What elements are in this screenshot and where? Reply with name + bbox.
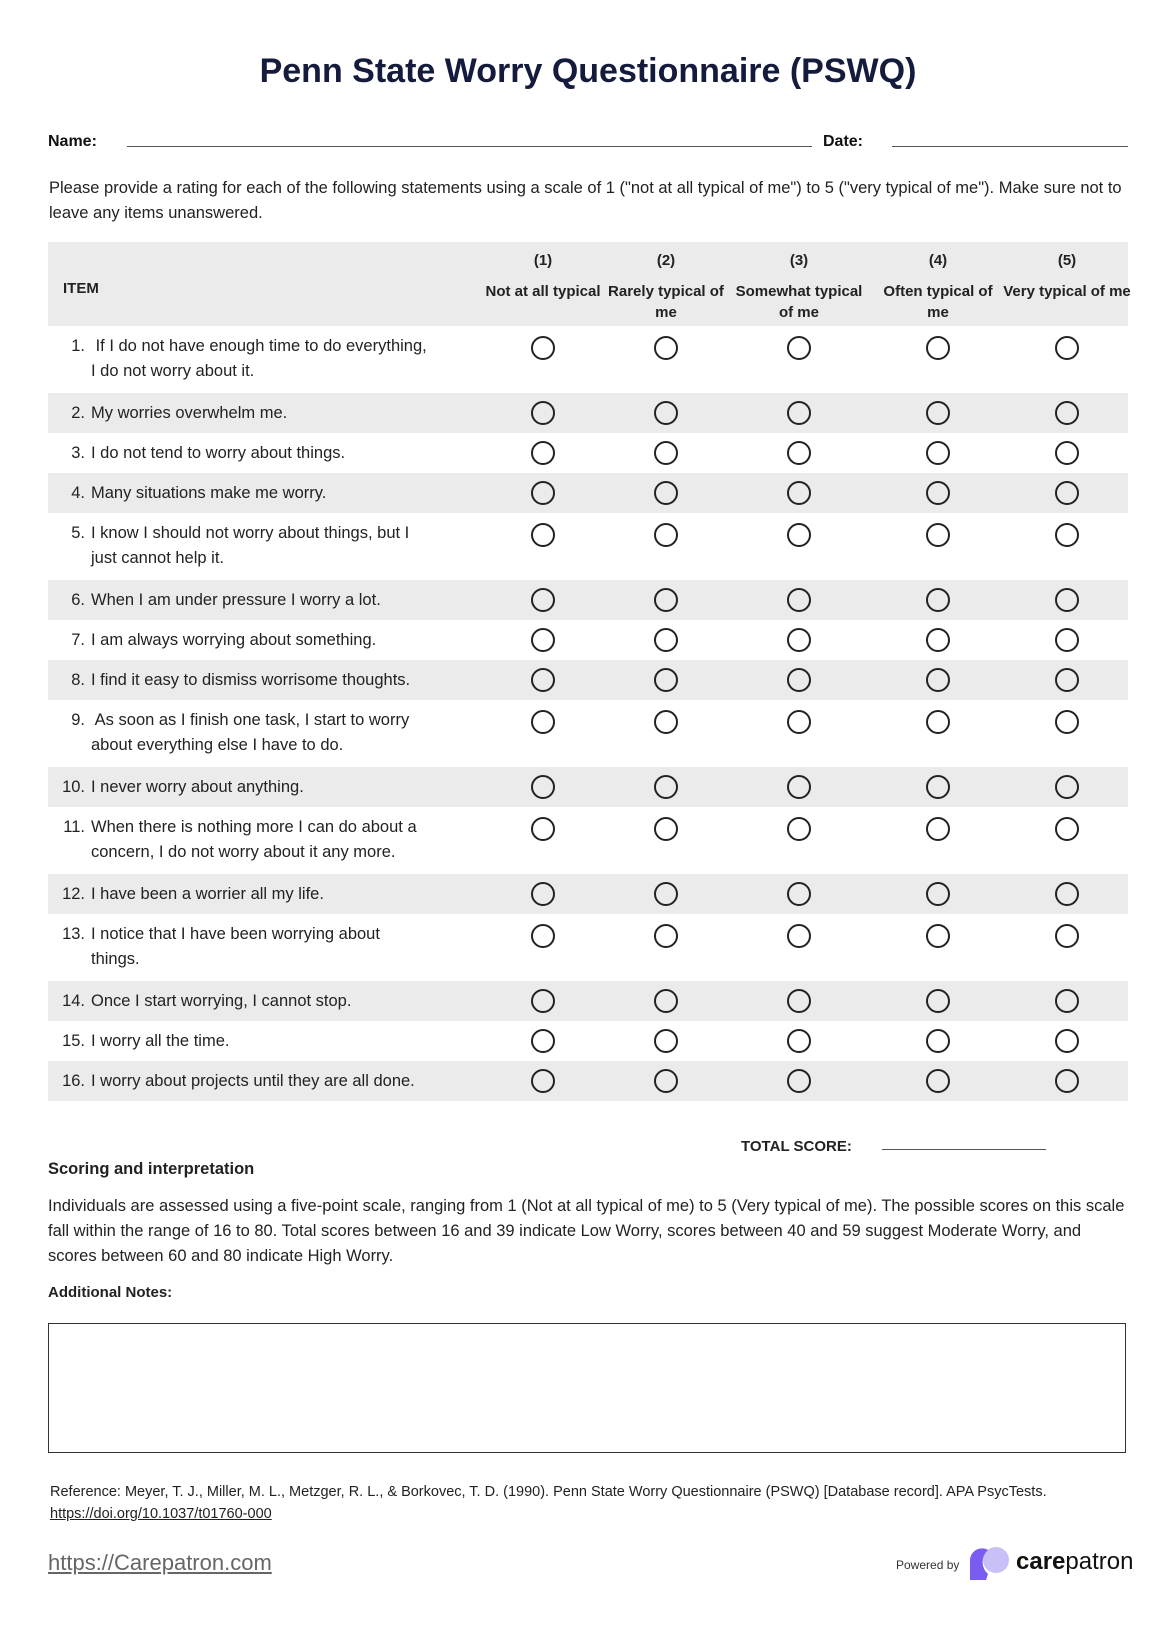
item-statement: I know I should not worry about things, but I <box>91 524 410 542</box>
table-row <box>48 1061 1128 1101</box>
table-row <box>48 326 1128 393</box>
table-row <box>48 874 1128 914</box>
table-row <box>48 914 1128 981</box>
radio-option-3[interactable] <box>787 668 811 692</box>
radio-option-1[interactable] <box>531 817 555 841</box>
radio-option-3[interactable] <box>787 441 811 465</box>
radio-option-4[interactable] <box>926 336 950 360</box>
radio-option-4[interactable] <box>926 775 950 799</box>
radio-option-5[interactable] <box>1055 817 1079 841</box>
radio-option-4[interactable] <box>926 523 950 547</box>
item-number: 13. <box>62 925 85 943</box>
brand-bold: care <box>1016 1548 1066 1575</box>
radio-option-3[interactable] <box>787 1069 811 1093</box>
column-number: (3) <box>789 252 809 269</box>
radio-option-1[interactable] <box>531 989 555 1013</box>
radio-option-1[interactable] <box>531 882 555 906</box>
name-field[interactable] <box>127 146 812 147</box>
radio-option-4[interactable] <box>926 481 950 505</box>
radio-option-2[interactable] <box>654 668 678 692</box>
date-field[interactable] <box>892 146 1128 147</box>
table-row <box>48 473 1128 513</box>
radio-option-4[interactable] <box>926 401 950 425</box>
carepatron-link[interactable]: https://Carepatron.com <box>48 1550 272 1575</box>
item-statement: I notice that I have been worrying about <box>91 925 380 943</box>
radio-option-2[interactable] <box>654 817 678 841</box>
brand-rest: patron <box>1065 1548 1134 1575</box>
radio-option-4[interactable] <box>926 924 950 948</box>
radio-option-1[interactable] <box>531 710 555 734</box>
radio-option-5[interactable] <box>1055 336 1079 360</box>
radio-option-2[interactable] <box>654 1069 678 1093</box>
notes-label: Additional Notes: <box>48 1284 173 1301</box>
radio-option-3[interactable] <box>787 401 811 425</box>
item-number: 8. <box>71 671 85 689</box>
item-text <box>54 521 484 571</box>
table-row <box>48 981 1128 1021</box>
radio-option-4[interactable] <box>926 1029 950 1053</box>
item-number: 2. <box>71 404 85 422</box>
item-statement-cont: concern, I do not worry about it any more. <box>91 843 396 861</box>
item-text <box>54 628 484 653</box>
item-text <box>54 401 484 426</box>
item-text <box>54 588 484 613</box>
radio-option-5[interactable] <box>1055 628 1079 652</box>
item-text <box>54 441 484 466</box>
item-number: 14. <box>62 992 85 1010</box>
table-row <box>48 433 1128 473</box>
item-statement: I worry about projects until they are all done. <box>91 1072 415 1090</box>
name-label: Name: <box>48 133 97 150</box>
radio-option-2[interactable] <box>654 523 678 547</box>
reference-text: Reference: Meyer, T. J., Miller, M. L., Metzger, R. L., & Borkovec, T. D. (1990). Penn State Worry Questionnaire (PSWQ) [Database record]. APA PsycTests. <box>50 1484 1047 1500</box>
radio-option-5[interactable] <box>1055 1029 1079 1053</box>
column-label: Somewhat typical of me <box>735 282 863 321</box>
table-row <box>48 767 1128 807</box>
radio-option-4[interactable] <box>926 817 950 841</box>
item-statement: Once I start worrying, I cannot stop. <box>91 992 352 1010</box>
carepatron-logo-icon <box>966 1546 1012 1580</box>
table-body <box>48 326 1128 1101</box>
item-text <box>54 815 484 865</box>
radio-option-4[interactable] <box>926 668 950 692</box>
column-label: Rarely typical of me <box>608 282 724 321</box>
radio-option-1[interactable] <box>531 1029 555 1053</box>
radio-option-1[interactable] <box>531 588 555 612</box>
column-header-2 <box>601 250 731 324</box>
radio-option-1[interactable] <box>531 401 555 425</box>
radio-option-5[interactable] <box>1055 1069 1079 1093</box>
radio-option-2[interactable] <box>654 336 678 360</box>
radio-option-1[interactable] <box>531 924 555 948</box>
column-header-1 <box>478 250 608 302</box>
radio-option-4[interactable] <box>926 882 950 906</box>
radio-option-5[interactable] <box>1055 775 1079 799</box>
radio-option-4[interactable] <box>926 441 950 465</box>
item-number: 12. <box>62 885 85 903</box>
item-number: 3. <box>71 444 85 462</box>
item-statement: I find it easy to dismiss worrisome thoughts. <box>91 671 411 689</box>
notes-box[interactable] <box>48 1323 1126 1453</box>
item-text <box>54 334 484 384</box>
page-title: Penn State Worry Questionnaire (PSWQ) <box>259 52 917 90</box>
radio-option-5[interactable] <box>1055 481 1079 505</box>
radio-option-4[interactable] <box>926 588 950 612</box>
item-number: 9. <box>71 711 85 729</box>
item-number: 10. <box>62 778 85 796</box>
column-label: Very typical of me <box>1003 282 1131 300</box>
total-score-label: TOTAL SCORE: <box>741 1138 852 1155</box>
radio-option-5[interactable] <box>1055 401 1079 425</box>
column-number: (1) <box>533 252 553 269</box>
radio-option-3[interactable] <box>787 523 811 547</box>
item-number: 4. <box>71 484 85 502</box>
item-number: 6. <box>71 591 85 609</box>
radio-option-3[interactable] <box>787 989 811 1013</box>
radio-option-1[interactable] <box>531 668 555 692</box>
radio-option-5[interactable] <box>1055 441 1079 465</box>
questionnaire-table <box>48 242 1131 1101</box>
radio-option-5[interactable] <box>1055 668 1079 692</box>
radio-option-3[interactable] <box>787 924 811 948</box>
item-statement: When there is nothing more I can do about a <box>91 818 417 836</box>
radio-option-2[interactable] <box>654 882 678 906</box>
column-label: Not at all typical <box>485 282 601 300</box>
item-statement-cont: just cannot help it. <box>91 549 224 567</box>
reference-link[interactable]: https://doi.org/10.1037/t01760-000 <box>50 1506 272 1522</box>
column-header-4 <box>873 250 1003 324</box>
item-statement-cont: I do not worry about it. <box>91 362 255 380</box>
radio-option-2[interactable] <box>654 775 678 799</box>
item-number: 16. <box>62 1072 85 1090</box>
carepatron-brand <box>1016 1548 1133 1576</box>
radio-option-4[interactable] <box>926 1069 950 1093</box>
item-text <box>54 775 484 800</box>
total-score-field[interactable] <box>882 1149 1046 1150</box>
item-statement-cont: things. <box>91 950 140 968</box>
radio-option-3[interactable] <box>787 336 811 360</box>
radio-option-2[interactable] <box>654 710 678 734</box>
item-text <box>54 1069 484 1094</box>
radio-option-5[interactable] <box>1055 924 1079 948</box>
item-statement: As soon as I finish one task, I start to worry <box>91 711 410 729</box>
radio-option-1[interactable] <box>531 523 555 547</box>
radio-option-2[interactable] <box>654 924 678 948</box>
radio-option-3[interactable] <box>787 588 811 612</box>
radio-option-5[interactable] <box>1055 989 1079 1013</box>
radio-option-3[interactable] <box>787 628 811 652</box>
table-row <box>48 700 1128 767</box>
radio-option-3[interactable] <box>787 1029 811 1053</box>
radio-option-1[interactable] <box>531 1069 555 1093</box>
radio-option-2[interactable] <box>654 1029 678 1053</box>
instructions: Please provide a rating for each of the following statements using a scale of 1 ("not at all typical of me") to 5 ("very typical of me"). Make sure not to leave any items unanswered. <box>49 179 1122 222</box>
item-statement: When I am under pressure I worry a lot. <box>91 591 381 609</box>
table-row <box>48 393 1128 433</box>
radio-option-4[interactable] <box>926 628 950 652</box>
scoring-heading: Scoring and interpretation <box>48 1160 255 1178</box>
radio-option-2[interactable] <box>654 989 678 1013</box>
radio-option-4[interactable] <box>926 710 950 734</box>
table-row <box>48 580 1128 620</box>
radio-option-2[interactable] <box>654 628 678 652</box>
table-row <box>48 1021 1128 1061</box>
radio-option-1[interactable] <box>531 628 555 652</box>
item-text <box>54 481 484 506</box>
column-number: (5) <box>1057 252 1077 269</box>
radio-option-3[interactable] <box>787 775 811 799</box>
radio-option-5[interactable] <box>1055 710 1079 734</box>
column-header-3 <box>734 250 864 324</box>
item-text <box>54 708 484 758</box>
radio-option-4[interactable] <box>926 989 950 1013</box>
item-text <box>54 668 484 693</box>
radio-option-2[interactable] <box>654 441 678 465</box>
column-label: Often typical of me <box>883 282 993 321</box>
item-statement-cont: about everything else I have to do. <box>91 736 344 754</box>
item-header: ITEM <box>63 280 99 297</box>
radio-option-3[interactable] <box>787 882 811 906</box>
column-number: (2) <box>656 252 676 269</box>
item-text <box>54 882 484 907</box>
reference <box>50 1481 1140 1525</box>
column-number: (4) <box>928 252 948 269</box>
item-text <box>54 922 484 972</box>
item-number: 11. <box>63 818 85 836</box>
radio-option-2[interactable] <box>654 481 678 505</box>
item-statement: I never worry about anything. <box>91 778 304 796</box>
table-row <box>48 620 1128 660</box>
radio-option-5[interactable] <box>1055 588 1079 612</box>
table-row <box>48 513 1128 580</box>
radio-option-5[interactable] <box>1055 523 1079 547</box>
scoring-text: Individuals are assessed using a five-point scale, ranging from 1 (Not at all typical of me) to 5 (Very typical of me). The possible scores on this scale fall within the range of 16 to 80. Total scores between 16 and 39 indicate Low Worry, scores between 40 and 59 suggest Moderate Worry, and scores between 60 and 80 indicate High Worry. <box>48 1197 1125 1265</box>
radio-option-1[interactable] <box>531 775 555 799</box>
item-statement: If I do not have enough time to do everything, <box>91 337 427 355</box>
item-statement: I worry all the time. <box>91 1032 230 1050</box>
date-label: Date: <box>823 133 864 150</box>
radio-option-1[interactable] <box>531 441 555 465</box>
item-statement: I am always worrying about something. <box>91 631 377 649</box>
table-row <box>48 807 1128 874</box>
table-header <box>48 242 1131 326</box>
item-statement: Many situations make me worry. <box>91 484 327 502</box>
column-header-5 <box>1002 250 1132 302</box>
item-statement: I have been a worrier all my life. <box>91 885 324 903</box>
item-text <box>54 1029 484 1054</box>
item-text <box>54 989 484 1014</box>
radio-option-2[interactable] <box>654 401 678 425</box>
radio-option-3[interactable] <box>787 817 811 841</box>
item-number: 15. <box>62 1032 85 1050</box>
radio-option-1[interactable] <box>531 336 555 360</box>
item-number: 5. <box>71 524 85 542</box>
item-statement: I do not tend to worry about things. <box>91 444 346 462</box>
radio-option-3[interactable] <box>787 481 811 505</box>
item-number: 7. <box>71 631 85 649</box>
item-number: 1. <box>71 337 85 355</box>
powered-by-label: Powered by <box>896 1558 960 1572</box>
radio-option-1[interactable] <box>531 481 555 505</box>
radio-option-2[interactable] <box>654 588 678 612</box>
table-row <box>48 660 1128 700</box>
radio-option-5[interactable] <box>1055 882 1079 906</box>
radio-option-3[interactable] <box>787 710 811 734</box>
item-statement: My worries overwhelm me. <box>91 404 288 422</box>
